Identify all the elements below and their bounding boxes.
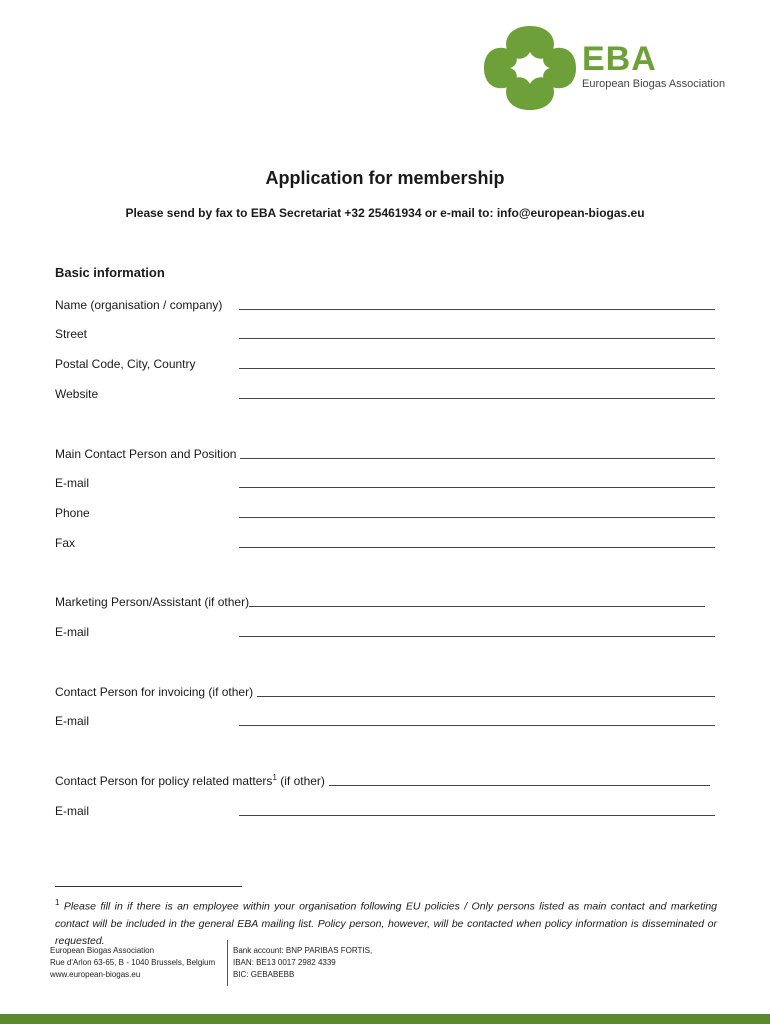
field-fax-line[interactable] (239, 535, 715, 548)
footnote (55, 894, 717, 950)
field-policy-email-label: E-mail (55, 804, 90, 818)
field-marketing-line[interactable] (249, 594, 705, 607)
field-main-contact-line[interactable] (240, 446, 715, 459)
field-postal-line[interactable] (239, 356, 715, 369)
footer-divider (227, 940, 228, 986)
bottom-color-bar (0, 1014, 770, 1024)
field-name-line[interactable] (239, 297, 715, 310)
field-postal-label: Postal Code, City, Country (55, 357, 196, 371)
field-main-email[interactable] (55, 472, 715, 490)
field-street[interactable] (55, 323, 715, 341)
eba-logo (480, 22, 730, 114)
field-policy-email[interactable] (55, 800, 715, 818)
footer-bank-account: Bank account: BNP PARIBAS FORTIS, (233, 946, 373, 955)
page-title: Application for membership (265, 168, 505, 188)
field-name[interactable] (55, 294, 715, 312)
field-policy[interactable] (55, 770, 710, 788)
page-subtitle: Please send by fax to EBA Secretariat +32 25461934 or e-mail to: info@european-biogas.eu (125, 206, 645, 220)
footnote-text: Please fill in if there is an employee within your organisation following EU policies / Only persons listed as main contact and marketing contact will be included in the general EBA mailing list. Policy person, however, will be contacted when policy information is disseminated or requested. (55, 900, 717, 947)
field-website[interactable] (55, 383, 715, 401)
field-invoicing[interactable] (55, 681, 715, 699)
field-invoicing-label: Contact Person for invoicing (if other) (55, 685, 254, 699)
footer-street-address: Rue d'Arlon 63-65, B - 1040 Brussels, Belgium (50, 958, 216, 967)
field-street-label: Street (55, 327, 88, 341)
field-invoicing-line[interactable] (257, 684, 715, 697)
field-marketing-email-label: E-mail (55, 625, 90, 639)
field-invoicing-email[interactable] (55, 710, 715, 728)
section-heading-basic-information: Basic information (55, 265, 165, 280)
field-phone[interactable] (55, 502, 715, 520)
logo-organisation-name: European Biogas Association (582, 78, 726, 90)
field-phone-line[interactable] (239, 505, 715, 518)
field-policy-label (55, 773, 329, 788)
field-website-line[interactable] (239, 386, 715, 399)
field-invoicing-email-line[interactable] (239, 713, 715, 726)
footer-bank (233, 945, 483, 981)
footer-bic: BIC: GEBABEBB (233, 970, 295, 979)
footer-website: www.european-biogas.eu (50, 970, 141, 979)
field-policy-label-text: Contact Person for policy related matters (55, 774, 273, 788)
footnote-divider (55, 886, 242, 887)
field-marketing-label: Marketing Person/Assistant (if other) (55, 595, 250, 609)
field-postal[interactable] (55, 353, 715, 371)
field-marketing-email[interactable] (55, 621, 715, 639)
logo-abbreviation: EBA (582, 40, 657, 78)
footnote-marker: 1 (55, 898, 60, 907)
field-policy-label-suffix: (if other) (280, 774, 325, 788)
field-marketing[interactable] (55, 591, 705, 609)
field-website-label: Website (55, 387, 99, 401)
field-marketing-email-line[interactable] (239, 624, 715, 637)
field-phone-label: Phone (55, 506, 90, 520)
field-main-email-label: E-mail (55, 476, 90, 490)
footnote-reference: 1 (272, 773, 277, 782)
field-main-contact[interactable] (55, 443, 715, 461)
footer-iban: IBAN: BE13 0017 2982 4339 (233, 958, 336, 967)
footer-org-name: European Biogas Association (50, 946, 155, 955)
field-main-email-line[interactable] (239, 475, 715, 488)
field-fax[interactable] (55, 532, 715, 550)
eba-logo-mark-icon (480, 22, 580, 114)
footer-address (50, 945, 222, 981)
field-fax-label: Fax (55, 536, 76, 550)
field-name-label: Name (organisation / company) (55, 298, 223, 312)
field-street-line[interactable] (239, 326, 715, 339)
field-policy-email-line[interactable] (239, 803, 715, 816)
field-main-contact-label: Main Contact Person and Position (55, 447, 237, 461)
field-invoicing-email-label: E-mail (55, 714, 90, 728)
field-policy-line[interactable] (329, 773, 710, 786)
